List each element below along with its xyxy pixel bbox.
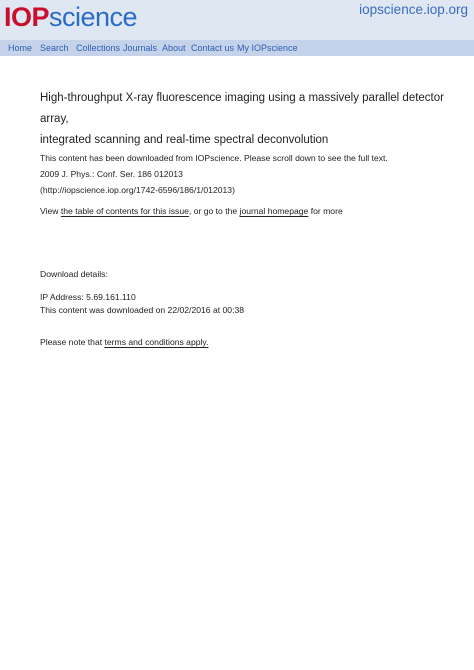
logo-iop: IOP	[4, 2, 50, 32]
nav-contact-us[interactable]: Contact us	[191, 43, 235, 53]
nav-about[interactable]: About	[162, 43, 186, 53]
terms-link[interactable]: terms and conditions apply.	[104, 337, 209, 347]
citation: 2009 J. Phys.: Conf. Ser. 186 012013	[40, 169, 183, 179]
article-title-line-2: integrated scanning and real-time spectral deconvolution	[40, 134, 329, 146]
terms-notice	[40, 337, 208, 348]
terms-prefix: Please note that	[40, 337, 105, 347]
view-middle: , or go to the	[188, 206, 240, 216]
ip-address: IP Address: 5.69.161.110	[40, 292, 136, 302]
view-links-line	[40, 206, 343, 217]
nav-home[interactable]: Home	[8, 43, 33, 53]
journal-homepage-link[interactable]: journal homepage	[239, 206, 309, 216]
nav-bar	[0, 40, 474, 56]
logo-science: science	[49, 2, 138, 32]
nav-journals[interactable]: Journals	[123, 43, 158, 53]
view-suffix: for more	[308, 206, 343, 216]
toc-link[interactable]: the table of contents for this issue	[60, 206, 189, 216]
download-notice: This content has been downloaded from IOPscience. Please scroll down to see the full text.	[40, 153, 388, 163]
download-date: This content was downloaded on 22/02/2016 at 00:38	[40, 305, 245, 315]
view-prefix: View	[40, 206, 61, 216]
article-title	[40, 88, 460, 151]
site-url-link[interactable]: iopscience.iop.org	[359, 2, 468, 17]
article-title-line-1: High-throughput X-ray fluorescence imaging using a massively parallel detector array,	[40, 92, 444, 125]
article-url: (http://iopscience.iop.org/1742-6596/186/1/012013)	[40, 185, 235, 195]
site-header	[0, 0, 474, 40]
download-details-heading: Download details:	[40, 269, 108, 279]
nav-search[interactable]: Search	[40, 43, 69, 53]
nav-collections[interactable]: Collections	[76, 43, 121, 53]
nav-my-iopscience[interactable]: My IOPscience	[237, 43, 298, 53]
iopscience-logo[interactable]	[4, 2, 137, 32]
